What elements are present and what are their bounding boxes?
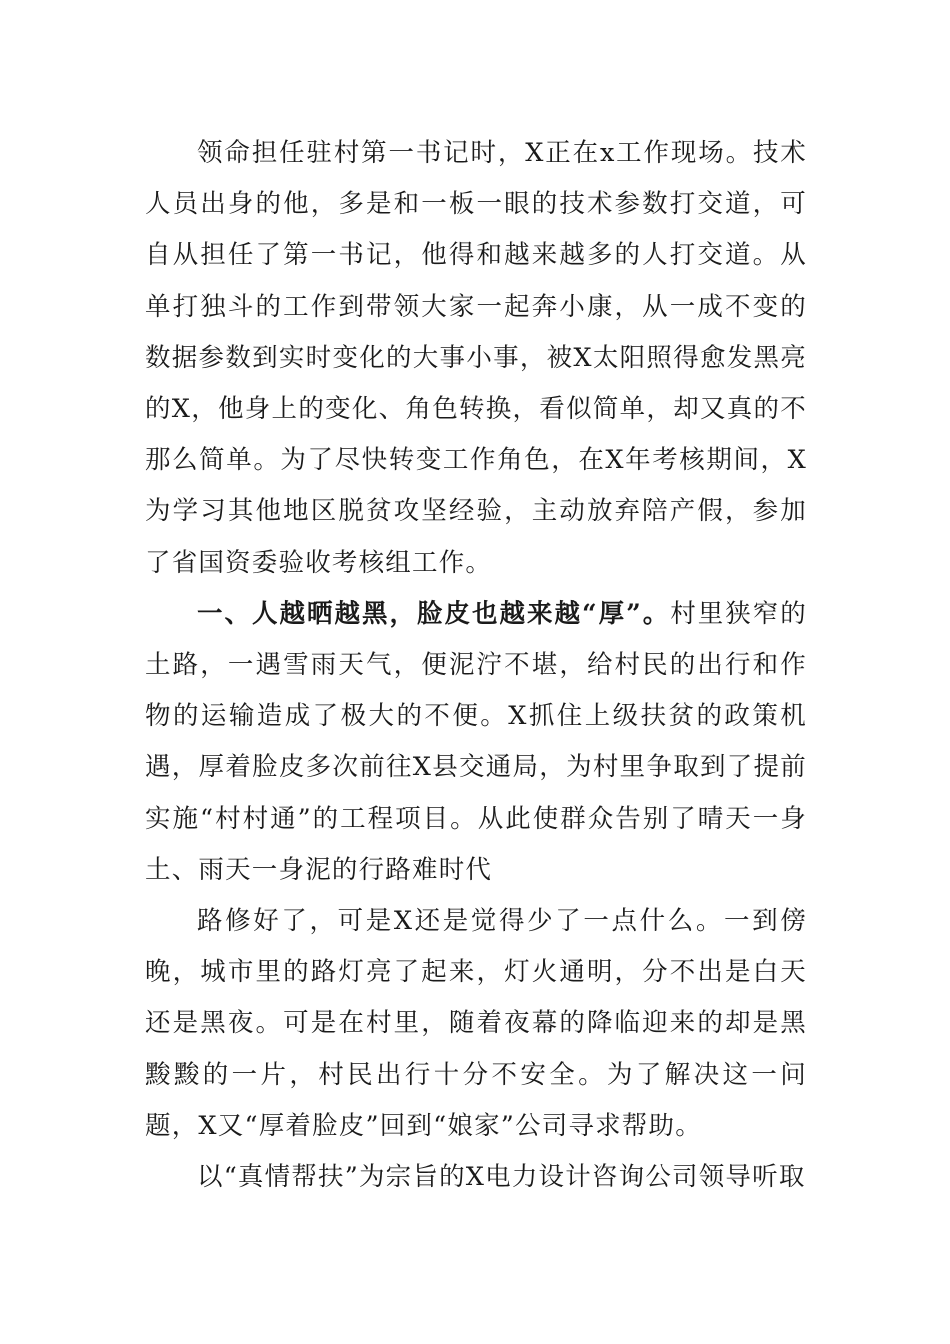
paragraph-1	[145, 128, 807, 589]
paragraph-2-text: 村里狭窄的土路，一遇雪雨天气，便泥泞不堪，给村民的出行和作物的运输造成了极大的不便。X抓住上级扶贫的政策机遇，厚着脸皮多次前往X县交通局，为村里争取到了提前实施“村村通”的工程项目。从此使群众告别了晴天一身土、雨天一身泥的行路难时代	[145, 598, 807, 885]
document-body	[145, 128, 807, 1203]
paragraph-3-text: 路修好了，可是X还是觉得少了一点什么。一到傍晚，城市里的路灯亮了起来，灯火通明，分不出是白天还是黑夜。可是在村里，随着夜幕的降临迎来的却是黑黢黢的一片，村民出行十分不安全。为了解决这一问题，X又“厚着脸皮”回到“娘家”公司寻求帮助。	[145, 906, 807, 1141]
section-heading: 一、人越晒越黑，脸皮也越来越“厚”。	[197, 598, 671, 629]
paragraph-4	[145, 1152, 807, 1203]
paragraph-4-text: 以“真情帮扶”为宗旨的X电力设计咨询公司领导听取	[197, 1162, 806, 1193]
paragraph-1-text: 领命担任驻村第一书记时，X正在x工作现场。技术人员出身的他，多是和一板一眼的技术参数打交道，可自从担任了第一书记，他得和越来越多的人打交道。从单打独斗的工作到带领大家一起奔小康，从一成不变的数据参数到实时变化的大事小事，被X太阳照得愈发黑亮的X，他身上的变化、角色转换，看似简单，却又真的不那么简单。为了尽快转变工作角色，在X年考核期间，X为学习其他地区脱贫攻坚经验，主动放弃陪产假，参加了省国资委验收考核组工作。	[145, 138, 807, 578]
paragraph-2	[145, 589, 807, 896]
paragraph-3	[145, 896, 807, 1152]
